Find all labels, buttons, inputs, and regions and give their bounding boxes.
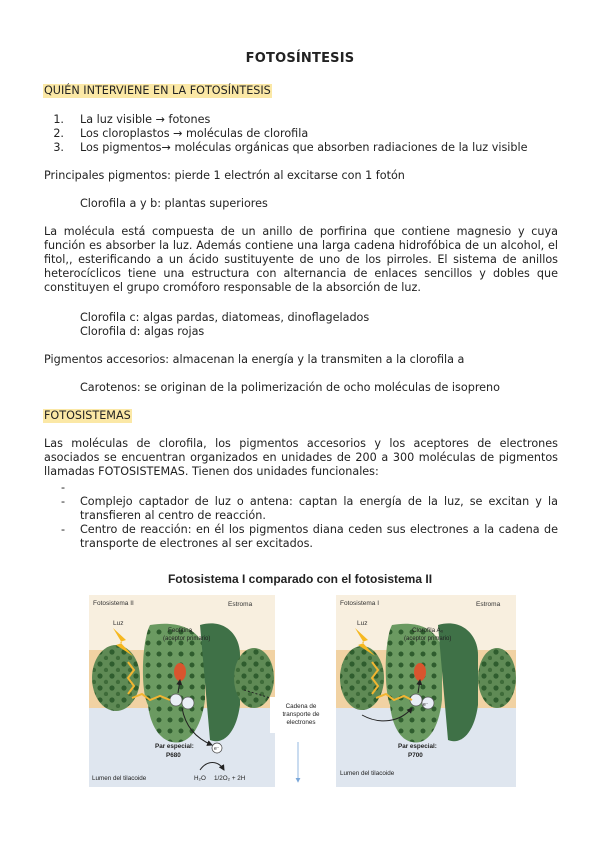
figure-title: Fotosistema I comparado con el fotosistema II: [167, 572, 433, 586]
water-label: H₂O: [194, 775, 206, 782]
chlorophyll-a0-molecule: [414, 663, 426, 681]
lumen-label: Lumen del tilacoide: [92, 775, 147, 782]
photosystems-paragraph: Las moléculas de clorofila, los pigmentos accesorios y los aceptores de electrones asociados se encuentran organizados en unidades de 200 a 300 moléculas de pigmentos llamadas FOTOSISTEMAS. Tienen dos unidades funcionales:: [44, 437, 558, 478]
photosystem-i-panel: [336, 595, 516, 787]
carotenes-text: Carotenos: se originan de la polimerización de ocho moléculas de isopreno: [80, 381, 500, 394]
chlorophyll-d-text: Clorofila d: algas rojas: [80, 325, 205, 338]
special-pair-label: Par especial:: [398, 743, 437, 750]
light-label: Luz: [357, 620, 368, 627]
list-item: Los pigmentos→ moléculas orgánicas que absorben radiaciones de la luz visible: [80, 141, 528, 154]
photosystem-ii-label: Fotosistema II: [93, 600, 134, 607]
antenna-complex: [340, 646, 384, 710]
acceptor-label: Clorofila A₀: [412, 627, 444, 634]
list-item: La luz visible → fotones: [80, 113, 211, 126]
special-pair-label: Par especial:: [155, 743, 194, 750]
antenna-complex: [234, 648, 274, 708]
bullet-item: Complejo captador de luz o antena: captan la energía de la luz, se excitan y la transfieren al centro de reacción.: [80, 495, 558, 522]
chlorophyll-paragraph: La molécula está compuesta de un anillo de porfirina que contiene magnesio y cuya función es absorber la luz. Además contiene una larga cadena hidrofóbica de un alcohol, el fitol,, esterificando a un ácido sustituyente de uno de los pirroles. El sistema de anillos heterocíclicos tiene una estructura con alternancia de enlaces sencillos y dobles que constituyen el grupo cromóforo responsable de la absorción de luz.: [44, 225, 558, 294]
electron-label: e⁻: [214, 746, 220, 752]
acceptor-sublabel: (aceptor primario): [404, 636, 452, 642]
chlorophyll-c-text: Clorofila c: algas pardas, diatomeas, dinoflagelados: [80, 311, 370, 324]
stroma-label: Estroma: [228, 601, 253, 608]
principal-pigments-text: Principales pigmentos: pierde 1 electrón al excitarse con 1 fotón: [44, 169, 405, 182]
section-heading-participants: QUIÉN INTERVIENE EN LA FOTOSÍNTESIS: [44, 84, 271, 97]
pheophytin-molecule: [174, 663, 186, 681]
light-label: Luz: [113, 620, 124, 627]
special-pair: [170, 694, 182, 706]
stroma-label: Estroma: [476, 601, 501, 608]
special-pair-name: P700: [408, 752, 423, 759]
special-pair: [182, 697, 194, 709]
list-number: 2.: [53, 127, 64, 140]
antenna-complex: [92, 645, 140, 711]
section-heading-photosystems: FOTOSISTEMAS: [44, 409, 131, 422]
list-item: Los cloroplastos → moléculas de clorofila: [80, 127, 309, 140]
bullet-item: Centro de reacción: en él los pigmentos diana ceden sus electrones a la cadena de transporte de electrones al ser excitados.: [80, 523, 558, 550]
acceptor-label: Feofitina: [168, 627, 193, 634]
lumen-label: Lumen del tilacoide: [340, 770, 395, 777]
oxygen-label: 1/2O₂ + 2H: [214, 775, 246, 782]
chlorophyll-ab-text: Clorofila a y b: plantas superiores: [80, 197, 268, 210]
list-number: 3.: [53, 141, 64, 154]
acceptor-sublabel: (aceptor primario): [163, 636, 211, 642]
chain-label: Cadena de: [285, 703, 317, 710]
chain-label: transporte de: [282, 711, 320, 718]
special-pair-name: P680: [166, 752, 181, 759]
antenna-complex: [478, 648, 516, 708]
list-number: 1.: [53, 113, 64, 126]
accessory-pigments-text: Pigmentos accesorios: almacenan la energía y la transmiten a la clorofila a: [44, 353, 465, 366]
photosystem-ii-panel: [89, 595, 275, 787]
chain-label: electrones: [286, 719, 316, 726]
photosystem-i-label: Fotosistema I: [340, 600, 380, 607]
document-page: FOTOSÍNTESIS QUIÉN INTERVIENE EN LA FOTOSÍNTESIS 1. La luz visible → fotones 2. Los cloroplastos → moléculas de clorofila 3. Los pigmentos→ moléculas orgánicas que absorben radiaciones de la luz visible Principales pigmentos: pierde 1 electrón al excitarse con 1 fotón Clorofila a y b: plantas superiores La molécula está compuesta de un anillo de porfirina que contiene magnesio y cuya función es absorber la luz. Además contiene una larga cadena hidrofóbica de un alcohol, el fitol,, esterificando a un ácido sustituyente de uno de los pirroles. El sistema de anillos heterocíclicos tiene una estructura con alternancia de enlaces sencillos y dobles que constituyen el grupo cromóforo responsable de la absorción de luz. Clorofila c: algas pardas, diatomeas, dinoflagelados Clorofila d: algas rojas Pigmentos accesorios: almacenan la energía y la transmiten a la clorofila a Carotenos: se originan de la polimerización de ocho moléculas de isopreno FOTOSISTEMAS Las moléculas de clorofila, los pigmentos accesorios y los aceptores de electrones asociados se encuentran organizados en unidades de 200 a 300 moléculas de pigmentos llamadas FOTOSISTEMAS. Tienen dos unidades funcionales: - - Complejo captador de luz o antena: captan la energía de la luz, se excitan y la transfieren al centro de reacción. - Centro de reacción: en él los pigmentos diana ceden sus electrones a la cadena de transporte de electrones al ser excitados. Fotosistema I comparado con el fotosistema II Fotosistema II Estroma Luz Feofitina (aceptor primario) Par especial: P680 Lumen del tilacoide H₂O 1/2O₂ + 2H e⁻ Cadena de transporte de electrones Fotosistema I Estroma Luz Clorofila A₀ (aceptor primario) Par especial: P700 Lumen del tilacoide e⁻: [0, 0, 600, 848]
electron-label: e⁻: [423, 702, 429, 708]
page-title: FOTOSÍNTESIS: [245, 51, 355, 66]
